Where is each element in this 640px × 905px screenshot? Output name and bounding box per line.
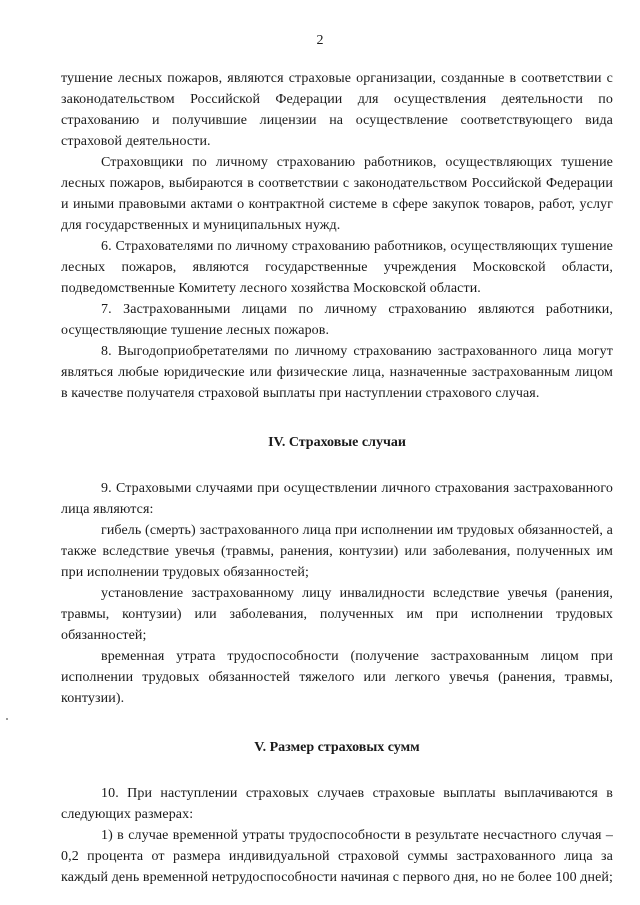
paragraph-event-death: гибель (смерть) застрахованного лица при исполнении им трудовых обязанностей, а также вследствие увечья (травмы, ранения, контузии) или заболевания, полученных им при исполнении трудовых обязанностей; [61,523,613,580]
paragraph-subitem-1: 1) в случае временной утраты трудоспособности в результате несчастного случая – 0,2 процента от размера индивидуальной страховой суммы застрахованного лица за каждый день временной нетрудоспособности начиная с первого дня, но не более 100 дней; [61,828,614,885]
section-heading-insured-sums: V. Размер страховых сумм [254,740,420,755]
paragraph-item-7: 7. Застрахованными лицами по личному страхованию являются работники, осуществляющие тушение лесных пожаров. [61,302,613,338]
scan-speck [6,718,8,720]
paragraph-event-temporary-incapacity: временная утрата трудоспособности (получение застрахованным лицом при исполнении трудовых обязанностей тяжелого или легкого увечья (ранения, травмы, контузии). [61,649,613,706]
paragraph-insurers-selection: Страховщики по личному страхованию работников, осуществляющих тушение лесных пожаров, выбираются в соответствии с законодательством Российской Федерации и иными правовыми актами о контрактной системе в сфере закупок товаров, работ, услуг для государственных и муниципальных нужд. [61,155,613,233]
document-body [61,68,613,888]
section-heading-insured-events: IV. Страховые случаи [268,435,406,450]
paragraph-event-disability: установление застрахованному лицу инвалидности вследствие увечья (ранения, травмы, контузии) или заболевания, полученных им при исполнении трудовых обязанностей; [61,586,613,643]
paragraph-item-10: 10. При наступлении страховых случаев страховые выплаты выплачиваются в следующих размерах: [61,786,613,822]
page-number: 2 [316,33,324,48]
paragraph-item-9: 9. Страховыми случаями при осуществлении личного страхования застрахованного лица являются: [61,481,613,517]
paragraph-item-6: 6. Страхователями по личному страхованию работников, осуществляющих тушение лесных пожаров, являются государственные учреждения Московской области, подведомственные Комитету лесного хозяйства Московской области. [61,239,613,296]
paragraph-item-8: 8. Выгодоприобретателями по личному страхованию застрахованного лица могут являться любые юридические или физические лица, назначенные застрахованным лицом в качестве получателя страховой выплаты при наступлении страхового случая. [61,344,613,401]
paragraph-insurers-definition: тушение лесных пожаров, являются страховые организации, созданные в соответствии с законодательством Российской Федерации для осуществления деятельности по страхованию и получившие лицензии на осуществление соответствующего вида страховой деятельности. [61,71,613,149]
